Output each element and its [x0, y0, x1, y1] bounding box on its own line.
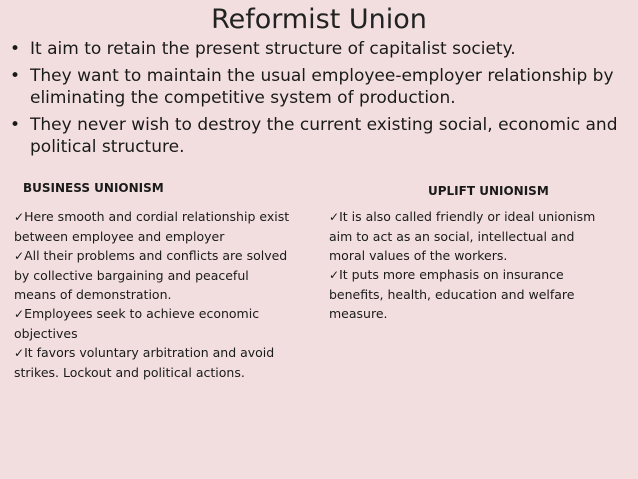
checkmark-icon: ✓	[329, 210, 340, 224]
business-unionism-text	[14, 207, 294, 382]
checkmark-icon: ✓	[329, 268, 340, 282]
uplift-point	[329, 265, 614, 323]
checkmark-icon: ✓	[14, 249, 25, 263]
bullet-text: They want to maintain the usual employee-employer relationship by eliminating the competitive system of production.	[30, 66, 614, 108]
uplift-point-text: It puts more emphasis on insurance benefits, health, education and welfare measure.	[329, 267, 575, 321]
bullet-item	[10, 114, 625, 158]
bullet-dot-icon: •	[10, 39, 21, 59]
slide-title: Reformist Union	[211, 4, 427, 35]
business-point-text: All their problems and conflicts are solved by collective bargaining and peaceful means of demonstration.	[14, 248, 288, 302]
checkmark-icon: ✓	[14, 307, 25, 321]
checkmark-icon: ✓	[14, 210, 25, 224]
bullet-list	[10, 38, 625, 163]
bullet-dot-icon: •	[10, 66, 21, 86]
business-point-text: Employees seek to achieve economic objectives	[14, 306, 260, 341]
bullet-text: They never wish to destroy the current existing social, economic and political structure.	[30, 115, 618, 157]
business-point-text: It favors voluntary arbitration and avoid strikes. Lockout and political actions.	[14, 345, 275, 380]
bullet-item	[10, 65, 625, 109]
bullet-item	[10, 38, 625, 60]
uplift-unionism-text	[329, 207, 614, 323]
uplift-point	[329, 207, 614, 265]
business-point	[14, 207, 294, 246]
checkmark-icon: ✓	[14, 346, 25, 360]
business-point	[14, 304, 294, 343]
uplift-unionism-heading: UPLIFT UNIONISM	[428, 184, 549, 198]
business-unionism-heading: BUSINESS UNIONISM	[23, 181, 164, 195]
bullet-dot-icon: •	[10, 115, 21, 135]
business-point	[14, 246, 294, 304]
uplift-point-text: It is also called friendly or ideal unionism aim to act as an social, intellectual and moral values of the workers.	[329, 209, 596, 263]
business-point-text: Here smooth and cordial relationship exist between employee and employer	[14, 209, 290, 244]
business-point	[14, 343, 294, 382]
bullet-text: It aim to retain the present structure of capitalist society.	[30, 39, 516, 59]
